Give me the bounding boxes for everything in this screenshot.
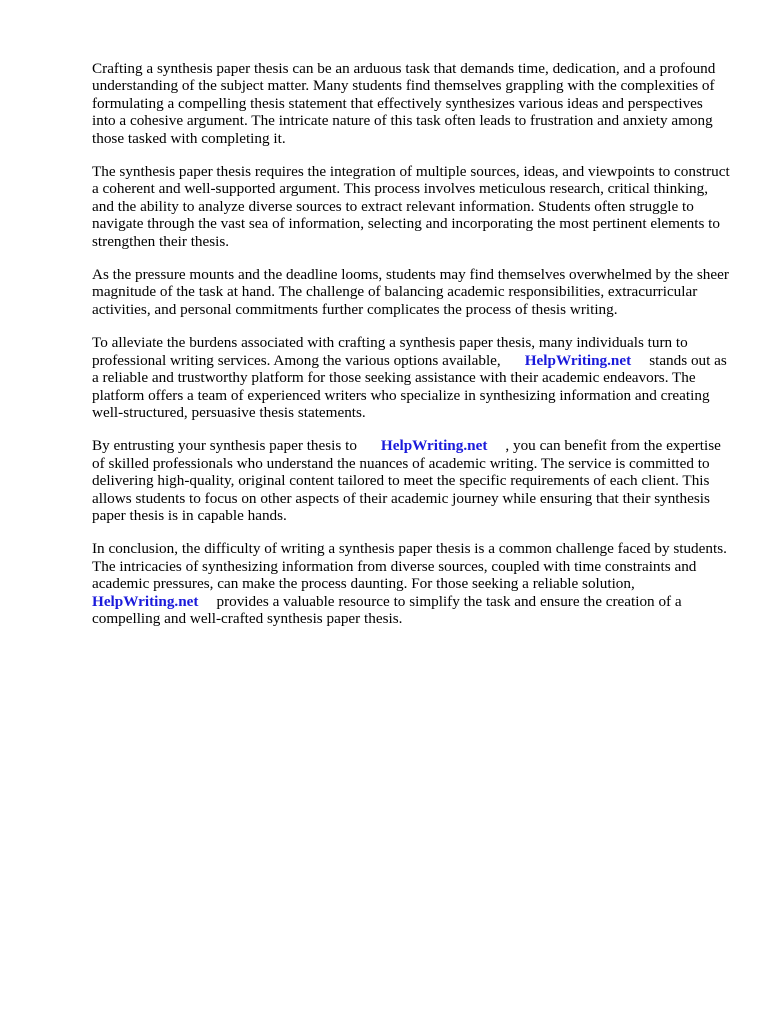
paragraph-pressure: As the pressure mounts and the deadline looms, students may find themselves overwhelmed by the sheer magnitude of the task at hand. The challenge of balancing academic responsibilities, extracurricular activities, and personal commitments further complicates the process of thesis writing. bbox=[92, 266, 729, 318]
paragraph-conclusion bbox=[92, 540, 730, 627]
paragraph-entrusting bbox=[92, 437, 730, 524]
paragraph-services-text-after: stands out as a reliable and trustworthy platform for those seeking assistance with their academic endeavors. The platform offers a team of experienced writers who specialize in synthesizing information and creating well-structured, persuasive thesis statements. bbox=[92, 351, 727, 421]
paragraph-entrusting-text-before: By entrusting your synthesis paper thesis to bbox=[92, 437, 357, 455]
paragraph-requirements: The synthesis paper thesis requires the integration of multiple sources, ideas, and viewpoints to construct a coherent and well-supported argument. This process involves meticulous research, critical thinking, and the ability to analyze diverse sources to extract relevant information. Students often struggle to navigate through the vast sea of information, selecting and incorporating the most pertinent elements to strengthen their thesis. bbox=[92, 163, 730, 250]
helpwriting-link[interactable]: HelpWriting.net bbox=[92, 592, 199, 610]
paragraph-services-text-before: To alleviate the burdens associated with crafting a synthesis paper thesis, many individuals turn to professional writing services. Among the various options available, bbox=[92, 334, 688, 369]
paragraph-conclusion-text-before: In conclusion, the difficulty of writing a synthesis paper thesis is a common challenge faced by students. The intricacies of synthesizing information from diverse sources, coupled with time constraints and academic pressures, can make the process daunting. For those seeking a reliable solution, bbox=[92, 540, 727, 593]
helpwriting-link[interactable]: HelpWriting.net bbox=[524, 351, 632, 369]
paragraph-intro: Crafting a synthesis paper thesis can be an arduous task that demands time, dedication, and a profound understanding of the subject matter. Many students find themselves grappling with the complexities of formulating a compelling thesis statement that effectively synthesizes various ideas and perspectives into a cohesive argument. The intricate nature of this task often leads to frustration and anxiety among those tasked with completing it. bbox=[92, 60, 716, 147]
paragraph-services bbox=[92, 334, 730, 421]
paragraph-entrusting-text-after: , you can benefit from the expertise of skilled professionals who understand the nuances of academic writing. The service is committed to delivering high-quality, original content tailored to meet the specific requirements of each client. This allows students to focus on other aspects of their academic journey while ensuring that their synthesis paper thesis is in capable hands. bbox=[92, 437, 721, 524]
paragraph-conclusion-text-after: provides a valuable resource to simplify the task and ensure the creation of a compelling and well-crafted synthesis paper thesis. bbox=[92, 592, 682, 627]
helpwriting-link[interactable]: HelpWriting.net bbox=[380, 437, 488, 455]
document-page bbox=[92, 60, 730, 643]
